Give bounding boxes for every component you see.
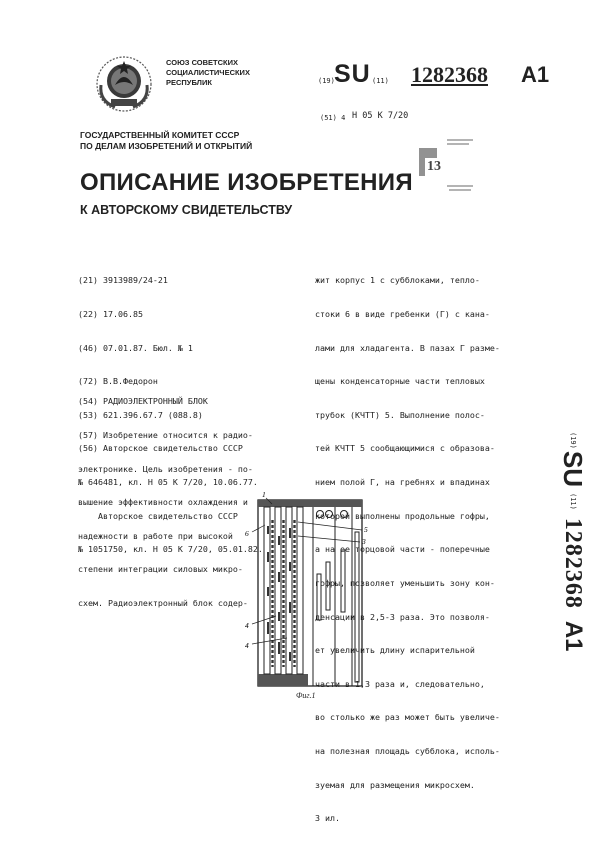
callout-label: 4 — [245, 621, 249, 630]
abstract-line: степени интеграции силовых микро- — [78, 564, 243, 575]
biblio-line: № 646481, кл. H 05 K 7/20, 10.06.77. — [78, 477, 258, 488]
number-prefix: (11) — [372, 77, 389, 85]
country-code: SU — [334, 60, 371, 88]
abstract-line: ет увеличить длину испарительной — [315, 645, 475, 656]
callout-label: 6 — [245, 529, 249, 538]
document-subtitle: К АВТОРСКОМУ СВИДЕТЕЛЬСТВУ — [80, 203, 293, 217]
abstract-line: (57) Изобретение относится к радио- — [78, 430, 253, 441]
abstract-line: жит корпус 1 с субблоками, тепло- — [315, 275, 480, 286]
country-prefix: (19) — [318, 77, 335, 85]
callout-label: 1 — [262, 492, 266, 499]
kind-code: A1 — [521, 62, 550, 87]
spine-patent-number: 1282368 — [560, 517, 587, 609]
abstract-line: зуемая для размещения микросхем. — [315, 779, 475, 790]
ipc-prefix: (51) 4 — [320, 114, 346, 122]
abstract-line: которой выполнены продольные гофры, — [315, 510, 490, 521]
abstract-line: а на ее торцовой части - поперечные — [315, 544, 490, 555]
library-stamp-icon — [417, 136, 477, 196]
abstract-line: щены конденсаторные части тепловых — [315, 376, 485, 387]
abstract-line: 3 ил. — [315, 813, 340, 824]
ipc-class: H 05 K 7/20 — [352, 111, 409, 121]
abstract-line: электронике. Цель изобретения - по- — [78, 463, 253, 474]
union-name — [166, 58, 250, 88]
abstract-line: (54) РАДИОЭЛЕКТРОННЫЙ БЛОК — [78, 396, 208, 407]
union-line: РЕСПУБЛИК — [166, 78, 212, 87]
spine-country-code: SU — [558, 450, 589, 487]
committee-name — [80, 130, 252, 152]
stamp-number: 13 — [427, 159, 441, 174]
abstract-line: схем. Радиоэлектронный блок содер- — [78, 598, 248, 609]
abstract-line: денсации в 2,5-3 раза. Это позволя- — [315, 611, 490, 622]
spine-kind-code: A1 — [560, 620, 587, 652]
abstract-line: трубок (КЧТТ) 5. Выполнение полос- — [315, 409, 485, 420]
biblio-line: (46) 07.01.87. Бюл. № 1 — [78, 342, 193, 353]
biblio-line: (21) 3913989/24-21 — [78, 275, 168, 286]
biblio-line: (53) 621.396.67.7 (088.8) — [78, 409, 203, 420]
abstract-line: во столько же раз может быть увеличе- — [315, 712, 500, 723]
abstract-line: гофры, позволяет уменьшить зону кон- — [315, 577, 495, 588]
figure-caption: Фиг.1 — [296, 691, 316, 700]
ussr-emblem-icon — [95, 55, 153, 113]
abstract-line: лами для хладагента. В пазах Г разме- — [315, 342, 500, 353]
union-line: СОЮЗ СОВЕТСКИХ — [166, 58, 239, 67]
abstract-line: вышение эффективности охлаждения и — [78, 497, 248, 508]
figure-1-drawing — [240, 492, 374, 700]
vertical-spine — [553, 430, 593, 683]
abstract — [78, 374, 253, 620]
spine-country-prefix: (19) — [569, 432, 577, 449]
biblio-line: Авторское свидетельство СССР — [78, 510, 238, 521]
biblio-line: (56) Авторское свидетельство СССР — [78, 443, 243, 454]
abstract-line: стоки 6 в виде гребенки (Г) с кана- — [315, 309, 490, 320]
callout-label: 3 — [362, 537, 366, 546]
abstract-line: части в 1,3 раза и, следовательно, — [315, 678, 485, 689]
abstract-line: нием полой Г, на гребнях и впадинах — [315, 477, 490, 488]
callout-label: 5 — [364, 525, 368, 534]
biblio-line: (22) 17.06.85 — [78, 309, 143, 320]
committee-line: ПО ДЕЛАМ ИЗОБРЕТЕНИЙ И ОТКРЫТИЙ — [80, 141, 253, 151]
spine-number-prefix: (11) — [569, 492, 577, 510]
abstract-line: надежности в работе при высокой — [78, 530, 233, 541]
biblio-line: (72) В.В.Федорон — [78, 376, 158, 387]
abstract-line: на полезная площадь субблока, исполь- — [315, 745, 500, 756]
patent-number: 1282368 — [411, 62, 488, 87]
biblio-line: № 1051750, кл. H 05 K 7/20, 05.01.82. — [78, 544, 263, 555]
callout-label: 4 — [245, 641, 249, 650]
document-title: ОПИСАНИЕ ИЗОБРЕТЕНИЯ — [80, 169, 413, 196]
union-line: СОЦИАЛИСТИЧЕСКИХ — [166, 68, 250, 77]
committee-line: ГОСУДАРСТВЕННЫЙ КОМИТЕТ СССР — [80, 130, 240, 140]
abstract-line: тей КЧТТ 5 сообщающимися с образова- — [315, 443, 495, 454]
